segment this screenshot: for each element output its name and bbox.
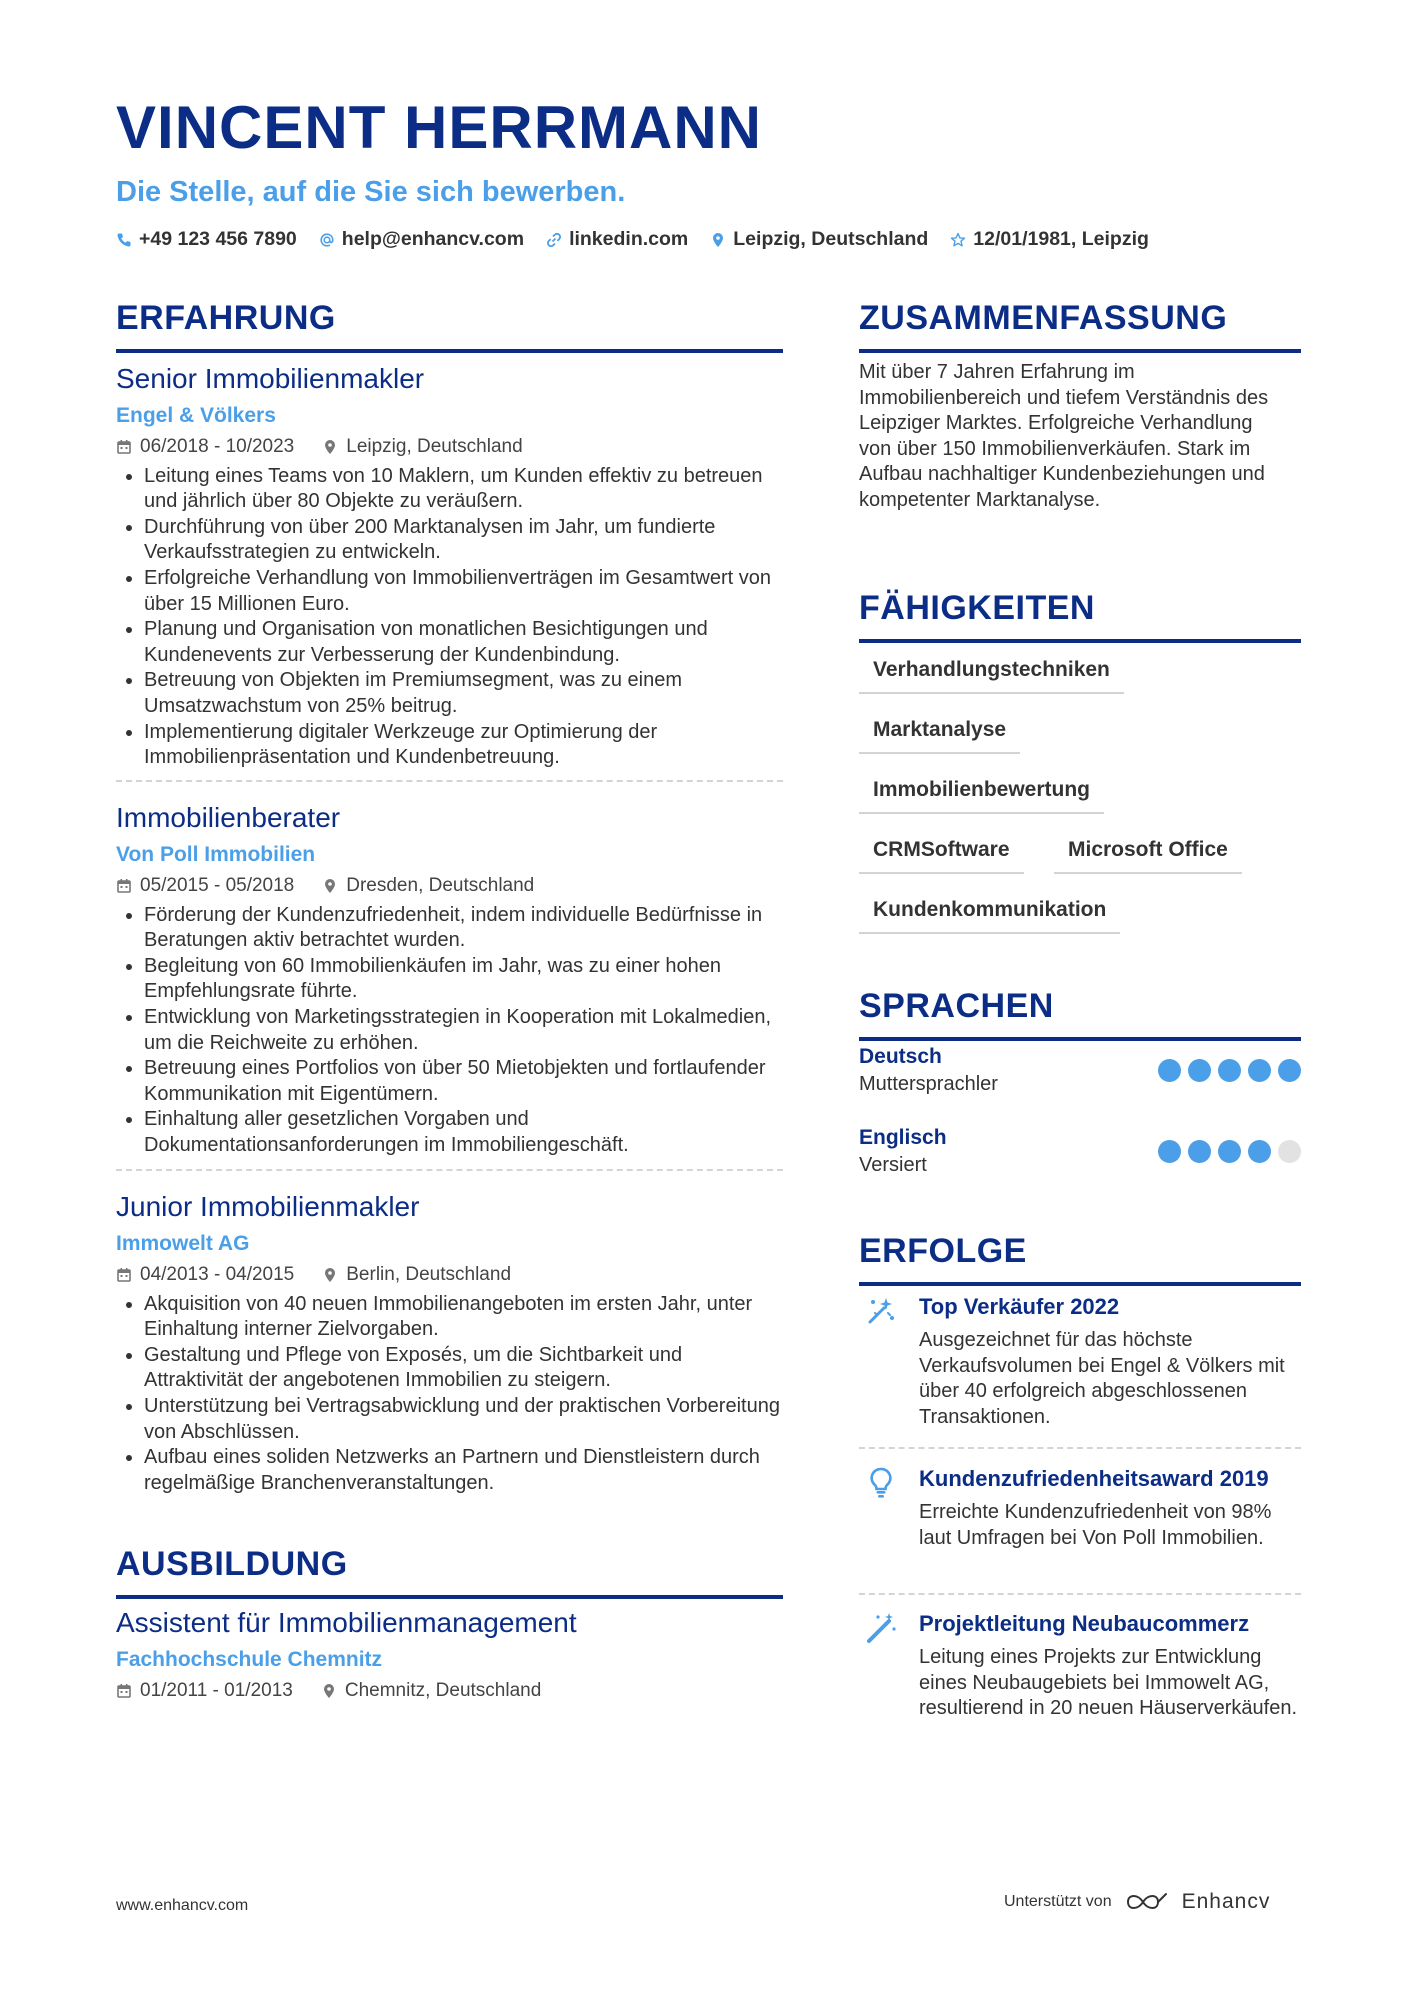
footer-website[interactable]: www.enhancv.com bbox=[116, 1897, 249, 1914]
rating-dot-filled bbox=[1248, 1059, 1271, 1082]
language-rating bbox=[1158, 1059, 1301, 1082]
job-bullet: • Entwicklung von Marketingsstrategien in Kooperation mit Lokalmedien, um die Reichweite zu erhöhen. bbox=[144, 1005, 783, 1056]
job-bullet: • Leitung eines Teams von 10 Maklern, um Kunden effektiv zu betreuen und jährlich über 80 Objekte zu veräußern. bbox=[144, 464, 783, 515]
skill-tag: Kundenkommunikation bbox=[859, 898, 1120, 934]
job-bullet: • Einhaltung aller gesetzlichen Vorgaben und Dokumentationsanforderungen im Immobiliengeschäft. bbox=[144, 1107, 783, 1158]
job-meta bbox=[116, 436, 783, 458]
brand-name: Enhancv bbox=[1181, 1890, 1271, 1913]
rating-dot-filled bbox=[1158, 1140, 1181, 1163]
rating-dot-filled bbox=[1218, 1059, 1241, 1082]
contact-email[interactable] bbox=[319, 228, 524, 251]
achievement-title: Projektleitung Neubaucommerz bbox=[919, 1611, 1250, 1636]
skill-tag: CRMSoftware bbox=[859, 838, 1024, 874]
contact-linkedin-text: linkedin.com bbox=[569, 228, 689, 250]
at-icon bbox=[319, 232, 335, 248]
rating-dot-filled bbox=[1188, 1140, 1211, 1163]
language-level: Versiert bbox=[859, 1154, 927, 1176]
education-location: Chemnitz, Deutschland bbox=[321, 1680, 541, 1702]
rating-dot-filled bbox=[1248, 1140, 1271, 1163]
job-bullet: • Planung und Organisation von monatlichen Besichtigungen und Kundenevents zur Verbesserung der Kundenbindung. bbox=[144, 617, 783, 668]
job-role: Junior Immobilienmakler bbox=[116, 1191, 420, 1222]
experience-entry bbox=[116, 362, 783, 771]
footer-branding bbox=[1004, 1890, 1270, 1914]
language-name: Deutsch bbox=[859, 1045, 942, 1068]
contact-phone-text: +49 123 456 7890 bbox=[139, 228, 297, 250]
contact-linkedin[interactable] bbox=[546, 228, 688, 251]
skill-tag: Immobilienbewertung bbox=[859, 778, 1104, 814]
calendar-icon bbox=[116, 1267, 132, 1283]
job-bullet: • Aufbau eines soliden Netzwerks an Partnern und Dienstleistern durch regelmäßige Branchenveranstaltungen. bbox=[144, 1445, 783, 1496]
location-icon bbox=[322, 439, 338, 455]
job-bullet: • Begleitung von 60 Immobilienkäufen im Jahr, was zu einer hohen Empfehlungsrate führte. bbox=[144, 954, 783, 1005]
phone-icon bbox=[116, 232, 132, 248]
language-name: Englisch bbox=[859, 1126, 947, 1149]
language-level: Muttersprachler bbox=[859, 1073, 998, 1095]
lightbulb-icon bbox=[864, 1466, 898, 1500]
rating-dot-empty bbox=[1278, 1140, 1301, 1163]
job-meta bbox=[116, 875, 783, 897]
job-bullet: • Förderung der Kundenzufriedenheit, indem individuelle Bedürfnisse in Beratungen aktiv betrachtet wurden. bbox=[144, 903, 783, 954]
experience-entry bbox=[116, 801, 783, 1159]
achievement-entry bbox=[859, 1611, 1301, 1722]
magic-wand-icon bbox=[864, 1611, 898, 1645]
powered-by-label: Unterstützt von bbox=[1004, 1893, 1112, 1910]
job-bullet: • Gestaltung und Pflege von Exposés, um die Sichtbarkeit und Attraktivität der angebotenen Immobilien zu steigern. bbox=[144, 1343, 783, 1394]
job-role: Senior Immobilienmakler bbox=[116, 363, 425, 394]
job-location: Dresden, Deutschland bbox=[322, 875, 534, 897]
education-school: Fachhochschule Chemnitz bbox=[116, 1647, 383, 1671]
job-bullet: • Akquisition von 40 neuen Immobilienangeboten im ersten Jahr, unter Einhaltung interner Zielvorgaben. bbox=[144, 1292, 783, 1343]
trophy-icon bbox=[864, 1294, 898, 1328]
education-meta bbox=[116, 1680, 783, 1702]
job-bullet: • Erfolgreiche Verhandlung von Immobilienverträgen im Gesamtwert von über 15 Millionen Euro. bbox=[144, 566, 783, 617]
education-entry bbox=[116, 1606, 783, 1702]
contact-phone[interactable] bbox=[116, 228, 297, 251]
achievements-section-title: ERFOLGE bbox=[859, 1234, 1301, 1286]
education-degree: Assistent für Immobilienmanagement bbox=[116, 1607, 577, 1638]
language-rating bbox=[1158, 1140, 1301, 1163]
calendar-icon bbox=[116, 878, 132, 894]
rating-dot-filled bbox=[1278, 1059, 1301, 1082]
rating-dot-filled bbox=[1188, 1059, 1211, 1082]
contact-bar bbox=[116, 228, 1149, 251]
contact-email-text: help@enhancv.com bbox=[341, 228, 525, 250]
job-meta bbox=[116, 1264, 783, 1286]
language-entry bbox=[859, 1126, 1301, 1177]
star-icon bbox=[950, 232, 966, 248]
job-location: Leipzig, Deutschland bbox=[322, 436, 522, 458]
location-icon bbox=[322, 878, 338, 894]
calendar-icon bbox=[116, 1683, 132, 1699]
education-section-title: AUSBILDUNG bbox=[116, 1547, 783, 1599]
achievement-text: Erreichte Kundenzufriedenheit von 98% laut Umfragen bei Von Poll Immobilien. bbox=[919, 1501, 1272, 1549]
job-bullet: • Durchführung von über 200 Marktanalysen im Jahr, um fundierte Verkaufsstrategien zu entwickeln. bbox=[144, 515, 783, 566]
rating-dot-filled bbox=[1218, 1140, 1241, 1163]
entry-divider bbox=[859, 1593, 1301, 1595]
entry-divider bbox=[859, 1447, 1301, 1449]
experience-section-title: ERFAHRUNG bbox=[116, 301, 783, 353]
education-dates: 01/2011 - 01/2013 bbox=[116, 1680, 293, 1702]
job-bullet: • Implementierung digitaler Werkzeuge zur Optimierung der Immobilienpräsentation und Kundenbetreuung. bbox=[144, 720, 783, 771]
summary-section-title: ZUSAMMENFASSUNG bbox=[859, 301, 1301, 353]
experience-entry bbox=[116, 1190, 783, 1496]
skill-tag: Marktanalyse bbox=[859, 718, 1020, 754]
job-location: Berlin, Deutschland bbox=[322, 1264, 511, 1286]
contact-location bbox=[710, 228, 928, 251]
skills-section-title: FÄHIGKEITEN bbox=[859, 591, 1301, 643]
summary-text: Mit über 7 Jahren Erfahrung im Immobilienbereich und tiefem Verständnis des Leipziger Marktes. Erfolgreiche Verhandlung von über 150 Immobilienverkäufen. Stark im Aufbau nachhaltiger Kundenbeziehungen und kompetenter Marktanalyse. bbox=[859, 361, 1269, 511]
job-bullet: • Betreuung von Objekten im Premiumsegment, was zu einem Umsatzwachstum von 25% beitrug. bbox=[144, 668, 783, 719]
job-title-tagline: Die Stelle, auf die Sie sich bewerben. bbox=[116, 176, 626, 208]
contact-birth bbox=[950, 228, 1149, 251]
achievement-text: Ausgezeichnet für das höchste Verkaufsvolumen bei Engel & Völkers mit über 40 erfolgreich abgeschlossenen Transaktionen. bbox=[919, 1329, 1285, 1428]
language-entry bbox=[859, 1045, 1301, 1096]
achievement-entry bbox=[859, 1294, 1301, 1430]
job-bullets bbox=[116, 464, 783, 771]
achievement-title: Kundenzufriedenheitsaward 2019 bbox=[919, 1466, 1269, 1491]
job-bullet: • Betreuung eines Portfolios von über 50 Mietobjekten und fortlaufender Kommunikation mit Eigentümern. bbox=[144, 1056, 783, 1107]
job-bullet: • Unterstützung bei Vertragsabwicklung und der praktischen Vorbereitung von Abschlüssen. bbox=[144, 1394, 783, 1445]
job-bullets bbox=[116, 1292, 783, 1497]
candidate-name: VINCENT HERRMANN bbox=[116, 94, 762, 161]
location-icon bbox=[710, 232, 726, 248]
job-company: Von Poll Immobilien bbox=[116, 842, 316, 866]
job-dates: 04/2013 - 04/2015 bbox=[116, 1264, 294, 1286]
entry-divider bbox=[116, 1169, 783, 1171]
achievement-text: Leitung eines Projekts zur Entwicklung eines Neubaugebiets bei Immowelt AG, resultierend in 20 neuen Häuserverkäufen. bbox=[919, 1646, 1298, 1720]
job-dates: 06/2018 - 10/2023 bbox=[116, 436, 294, 458]
location-icon bbox=[321, 1683, 337, 1699]
achievement-entry bbox=[859, 1466, 1301, 1551]
location-icon bbox=[322, 1267, 338, 1283]
skill-tag: Verhandlungstechniken bbox=[859, 658, 1124, 694]
contact-location-text: Leipzig, Deutschland bbox=[733, 228, 929, 250]
job-dates: 05/2015 - 05/2018 bbox=[116, 875, 294, 897]
languages-section-title: SPRACHEN bbox=[859, 989, 1301, 1041]
enhancv-logo-icon bbox=[1124, 1890, 1170, 1914]
achievement-title: Top Verkäufer 2022 bbox=[919, 1294, 1120, 1319]
skill-tag: Microsoft Office bbox=[1054, 838, 1242, 874]
job-company: Engel & Völkers bbox=[116, 403, 276, 427]
contact-birth-text: 12/01/1981, Leipzig bbox=[973, 228, 1149, 250]
link-icon bbox=[546, 232, 562, 248]
job-bullets bbox=[116, 903, 783, 1159]
job-company: Immowelt AG bbox=[116, 1231, 250, 1255]
job-role: Immobilienberater bbox=[116, 802, 341, 833]
calendar-icon bbox=[116, 439, 132, 455]
rating-dot-filled bbox=[1158, 1059, 1181, 1082]
entry-divider bbox=[116, 780, 783, 782]
